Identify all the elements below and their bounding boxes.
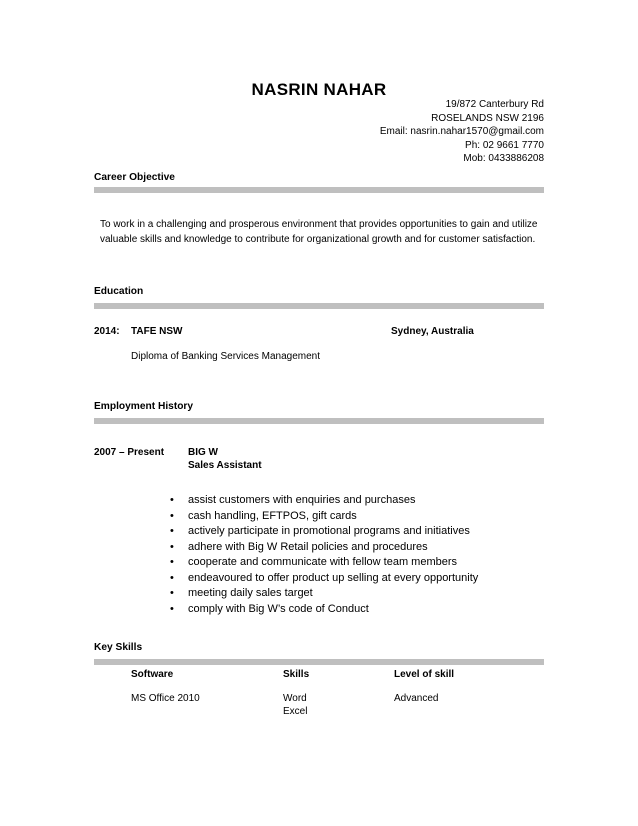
bullet-icon: • — [170, 494, 174, 506]
duty-text: comply with Big W’s code of Conduct — [188, 602, 369, 615]
email-line: Email: nasrin.nahar1570@gmail.com — [379, 126, 544, 138]
list-item — [170, 555, 478, 571]
duty-text: cash handling, EFTPOS, gift cards — [188, 509, 357, 522]
list-item — [170, 571, 478, 587]
duty-text: assist customers with enquiries and purchases — [188, 494, 416, 506]
column-header-skills: Skills — [283, 669, 310, 680]
list-item — [170, 493, 478, 509]
bullet-icon: • — [170, 556, 174, 568]
list-item — [170, 540, 478, 556]
duty-text: endeavoured to offer product up selling at every opportunity — [188, 571, 479, 584]
duty-text: actively participate in promotional programs and initiatives — [188, 525, 470, 537]
education-institution: TAFE NSW — [131, 326, 183, 337]
list-item — [170, 602, 478, 618]
education-qualification: Diploma of Banking Services Management — [131, 351, 320, 362]
section-divider — [94, 418, 544, 424]
skill-level-value: Advanced — [394, 693, 439, 704]
section-divider — [94, 187, 544, 193]
candidate-name: NASRIN NAHAR — [251, 80, 387, 99]
skill-excel: Excel — [283, 706, 308, 717]
bullet-icon: • — [170, 525, 174, 537]
career-objective-text: To work in a challenging and prosperous environment that provides opportunities to gain and utilize valuable skills and knowledge to contribute for organizational growth and for customer satisfaction. — [100, 219, 538, 245]
duty-text: cooperate and communicate with fellow team members — [188, 556, 458, 568]
employer-name: BIG W — [188, 447, 218, 458]
contact-block — [380, 98, 544, 166]
column-header-software: Software — [131, 669, 174, 680]
bullet-icon: • — [170, 602, 174, 615]
bullet-icon: • — [170, 540, 174, 553]
bullet-icon: • — [170, 571, 174, 584]
duties-list — [170, 493, 478, 617]
employment-heading: Employment History — [94, 401, 194, 412]
phone-line: Ph: 02 9661 7770 — [465, 139, 544, 151]
bullet-icon: • — [170, 509, 174, 522]
list-item — [170, 586, 478, 602]
career-objective-heading: Career Objective — [94, 172, 175, 183]
job-role: Sales Assistant — [188, 460, 262, 471]
section-divider — [94, 303, 544, 309]
list-item — [170, 524, 478, 540]
mobile-line: Mob: 0433886208 — [463, 153, 544, 165]
education-location: Sydney, Australia — [391, 326, 474, 337]
skill-word: Word — [283, 693, 307, 704]
education-year: 2014: — [94, 326, 120, 337]
section-divider — [94, 659, 544, 665]
column-header-level: Level of skill — [394, 669, 455, 680]
employment-period: 2007 – Present — [94, 447, 165, 458]
duty-text: adhere with Big W Retail policies and procedures — [188, 540, 428, 553]
address-line-1: 19/872 Canterbury Rd — [445, 99, 544, 110]
bullet-icon: • — [170, 587, 174, 599]
address-line-2: ROSELANDS NSW 2196 — [431, 112, 544, 124]
education-heading: Education — [94, 286, 144, 297]
key-skills-heading: Key Skills — [94, 642, 143, 653]
software-value: MS Office 2010 — [131, 693, 200, 704]
duty-text: meeting daily sales target — [188, 587, 313, 599]
list-item — [170, 509, 478, 525]
